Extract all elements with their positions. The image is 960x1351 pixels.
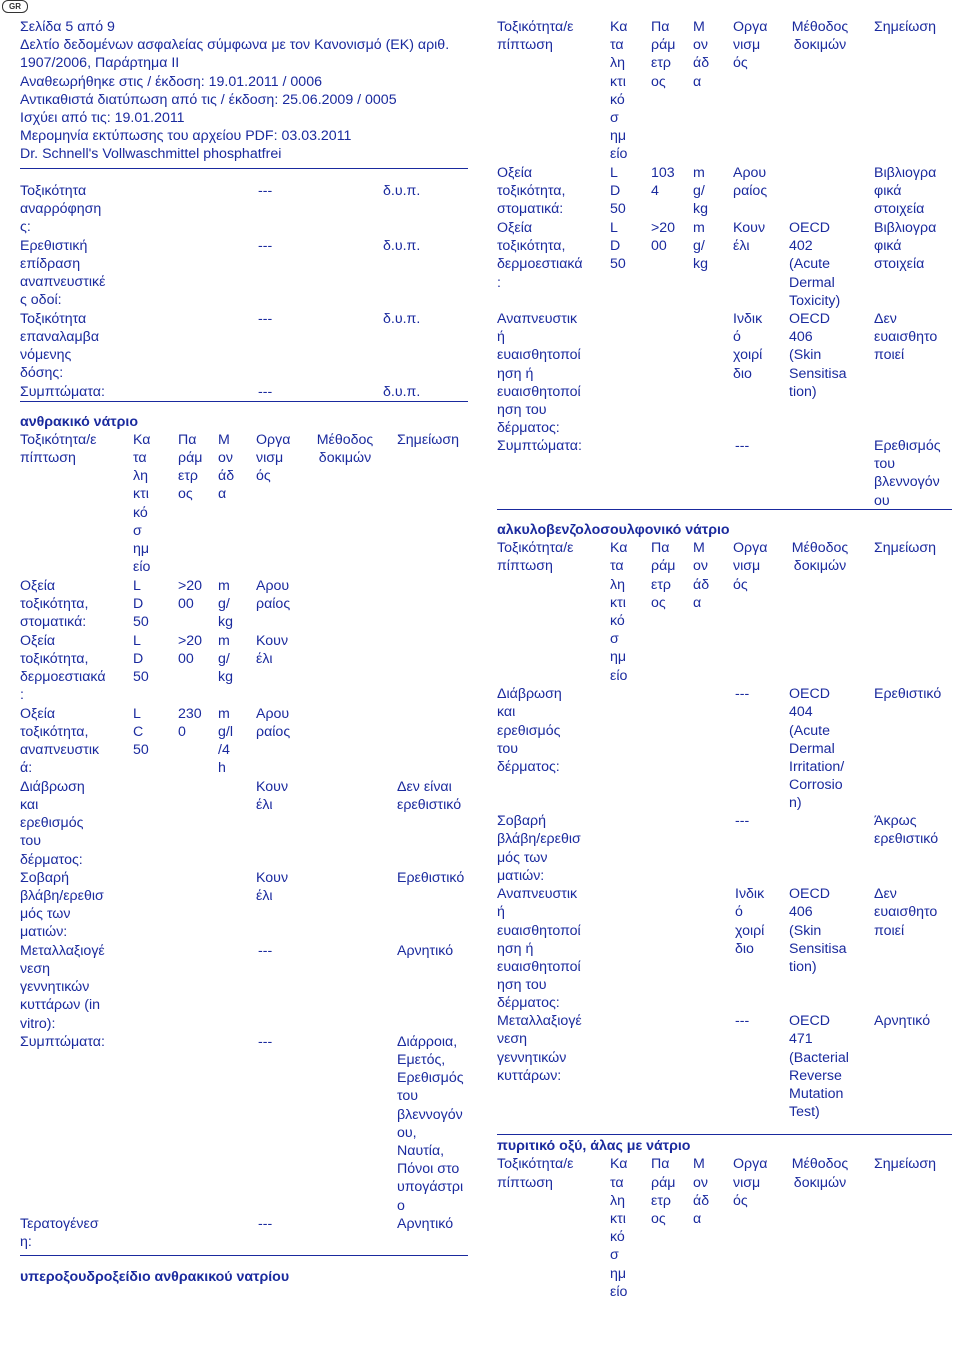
tox: Οξεία τοξικότητα, αναπνευστικ ά: <box>20 705 100 777</box>
param: >20 00 <box>651 220 676 255</box>
table-row <box>497 812 952 885</box>
type: L D 50 <box>133 632 149 686</box>
label: Συμπτώματα: <box>20 383 105 400</box>
value: δ.υ.π. <box>383 310 421 327</box>
document-header <box>20 0 468 164</box>
header-type: Κα τα λη κτι κό σ ημ είο <box>610 540 628 684</box>
pyro-table-header <box>497 1155 952 1301</box>
tox: Μεταλλαξιογέ νεση γεννητικών κυττάρων (in vitro): <box>20 942 105 1032</box>
param: >20 00 <box>178 577 203 613</box>
header-toxicity: Τοξικότητα/ε πίπτωση <box>497 19 574 54</box>
method: OECD 406 (Skin Sensitisa tion) <box>789 311 847 400</box>
tox: Αναπνευστικ ή ευαισθητοποί ηση ή ευαισθητοποί ηση του δέρματος: <box>497 311 581 437</box>
header-unit: Μ ον άδ α <box>693 19 710 90</box>
label: Τοξικότητα αναρρόφηση ς: <box>20 182 102 236</box>
dash: --- <box>258 1033 273 1050</box>
organism: Αρου ραίος <box>256 577 291 613</box>
header-organism: Οργα νισμ ός <box>733 19 768 72</box>
product-name: Dr. Schnell's Vollwaschmittel phosphatfrei <box>20 146 282 163</box>
value: δ.υ.π. <box>383 237 421 254</box>
value: Διάρροια, Εμετός, Ερεθισμός του βλεννογόν ου, Ναυτία, Πόνοι στο υπογάστρι ο <box>397 1033 464 1214</box>
header-toxicity: Τοξικότητα/ε πίπτωση <box>497 1156 574 1191</box>
header-method: Μέθοδος δοκιμών <box>791 540 849 575</box>
table-row <box>497 685 952 812</box>
label: Ερεθιστική επίδραση αναπνευστικέ ς οδοί: <box>20 237 106 309</box>
value: Αρνητικό <box>397 1215 454 1232</box>
method: OECD 406 (Skin Sensitisa tion) <box>789 886 847 976</box>
method: --- <box>258 942 273 959</box>
header-type: Κα τα λη κτι κό σ ημ είο <box>610 19 628 163</box>
table-row <box>20 869 468 942</box>
carbonate-table-header <box>20 431 468 577</box>
header-organism: Οργα νισμ ός <box>733 1156 768 1209</box>
note: Άκρως ερεθιστικό <box>874 813 939 848</box>
note: Βιβλιογρα φικά στοιχεία <box>874 220 937 273</box>
header-method: Μέθοδος δοκιμών <box>791 19 849 54</box>
table-row <box>20 577 468 632</box>
label: Τοξικότητα επαναλαμβα νόμενης δόσης: <box>20 310 100 382</box>
dash: --- <box>258 383 273 400</box>
label: Τερατογένεσ η: <box>20 1215 99 1251</box>
left-column <box>20 0 468 1286</box>
note: Ερεθιστικό <box>397 869 465 886</box>
tox: Οξεία τοξικότητα, στοματικά: <box>20 577 89 631</box>
print-date-line: Μερομηνία εκτύπωσης του αρχείου PDF: 03.03.2011 <box>20 128 352 145</box>
page-number: Σελίδα 5 από 9 <box>20 19 115 35</box>
header-toxicity: Τοξικότητα/ε πίπτωση <box>497 540 574 575</box>
method: OECD 404 (Acute Dermal Irritation/ Corrosio n) <box>789 686 845 812</box>
organism: Αρου ραίος <box>733 165 768 200</box>
header-param: Πα ράμ ετρ ος <box>651 540 676 611</box>
header-organism: Οργα νισμ ός <box>256 431 291 485</box>
table-row <box>497 164 952 219</box>
header-type: Κα τα λη κτι κό σ ημ είο <box>133 431 151 576</box>
peroxo-title: υπεροξουδροξείδιο ανθρακικού νατρίου <box>20 1268 290 1285</box>
tox: Αναπνευστικ ή ευαισθητοποί ηση ή ευαισθητοποί ηση του δέρματος: <box>497 886 581 1012</box>
method: OECD 471 (Bacterial Reverse Mutation Test) <box>789 1013 849 1121</box>
carbonate-symptoms-row <box>20 1033 468 1215</box>
unit: m g/l /4 h <box>218 705 233 777</box>
dash: --- <box>735 438 750 454</box>
regulation-line: Δελτίο δεδομένων ασφαλείας σύμφωνα με τον Κανονισμό (ΕΚ) αριθ. 1907/2006, Παράρτημα ΙΙ <box>20 37 450 72</box>
organism: Κουν έλι <box>256 778 289 814</box>
header-unit: Μ ον άδ α <box>218 431 235 503</box>
header-type: Κα τα λη κτι κό σ ημ είο <box>610 1156 628 1300</box>
tox: Διάβρωση και ερεθισμός του δέρματος: <box>20 778 85 868</box>
valid-from-line: Ισχύει από τις: 19.01.2011 <box>20 110 185 127</box>
organism: Κουν έλι <box>733 220 766 255</box>
tox: Μεταλλαξιογέ νεση γεννητικών κυττάρων: <box>497 1013 582 1084</box>
dash: --- <box>258 310 273 327</box>
dash: --- <box>258 182 273 199</box>
unit: m g/ kg <box>218 577 233 631</box>
organism: Κουν έλι <box>256 632 289 668</box>
note: Ερεθιστικό <box>874 686 942 703</box>
param: 103 4 <box>651 165 675 200</box>
type: L D 50 <box>610 165 626 218</box>
aspiration-row <box>20 182 468 237</box>
tox: Σοβαρή βλάβη/ερεθισ μός των ματιών: <box>497 813 581 884</box>
organism: --- <box>735 813 750 830</box>
note: Δεν είναι ερεθιστικό <box>397 778 462 814</box>
gr-badge: GR <box>2 0 28 13</box>
unit: m g/ kg <box>218 632 233 686</box>
header-param: Πα ράμ ετρ ος <box>178 431 203 503</box>
table-row <box>20 632 468 705</box>
value: δ.υ.π. <box>383 383 421 400</box>
sulfonate-title: αλκυλοβενζολοσουλφονικό νάτριο <box>497 522 730 538</box>
header-organism: Οργα νισμ ός <box>733 540 768 593</box>
type: L D 50 <box>610 220 626 273</box>
unit: m g/ kg <box>693 220 708 273</box>
header-toxicity: Τοξικότητα/ε πίπτωση <box>20 431 97 467</box>
header-unit: Μ ον άδ α <box>693 540 710 611</box>
header-param: Πα ράμ ετρ ος <box>651 1156 676 1228</box>
header-param: Πα ράμ ετρ ος <box>651 19 676 90</box>
right-column <box>497 0 952 1301</box>
carbonate-title: ανθρακικό νάτριο <box>20 413 139 430</box>
organism: Κουν έλι <box>256 869 289 905</box>
method: OECD 402 (Acute Dermal Toxicity) <box>789 220 841 309</box>
organism: --- <box>735 686 750 703</box>
table-row <box>497 219 952 310</box>
table-row <box>20 942 468 1033</box>
note: Δεν ευαισθητο ποιεί <box>874 886 938 939</box>
header-note: Σημείωση <box>397 431 460 448</box>
note: Αρνητικό <box>397 942 454 959</box>
type: L D 50 <box>133 577 149 631</box>
respiratory-irritation-row <box>20 237 468 310</box>
value: δ.υ.π. <box>383 182 421 199</box>
note: Δεν ευαισθητο ποιεί <box>874 311 938 364</box>
tox: Οξεία τοξικότητα, στοματικά: <box>497 165 566 218</box>
header-note: Σημείωση <box>874 1156 937 1173</box>
label: Συμπτώματα: <box>497 438 582 454</box>
organism: Ινδικ ό χοιρί διο <box>733 311 763 382</box>
param: >20 00 <box>178 632 203 668</box>
header-unit: Μ ον άδ α <box>693 1156 710 1228</box>
repeated-dose-row <box>20 310 468 383</box>
tox: Οξεία τοξικότητα, δερμοεστιακά : <box>497 220 583 291</box>
symptoms-row <box>20 383 468 401</box>
table-row <box>497 885 952 1012</box>
sulfonate-table-header <box>497 539 952 685</box>
tox: Οξεία τοξικότητα, δερμοεστιακά : <box>20 632 106 704</box>
header-method: Μέθοδος δοκιμών <box>791 1156 849 1191</box>
header-method: Μέθοδος δοκιμών <box>316 431 374 467</box>
unit: m g/ kg <box>693 165 708 218</box>
tox: Σοβαρή βλάβη/ερεθισ μός των ματιών: <box>20 869 104 941</box>
value: Ερεθισμός του βλεννογόν ου <box>874 438 941 509</box>
pyro-title: πυριτικό οξύ, άλας με νάτριο <box>497 1138 691 1155</box>
table-row <box>497 310 952 437</box>
header-note: Σημείωση <box>874 540 937 557</box>
header-note: Σημείωση <box>874 19 937 35</box>
tox: Διάβρωση και ερεθισμός του δέρματος: <box>497 686 562 776</box>
param: 230 0 <box>178 705 202 741</box>
note: Αρνητικό <box>874 1013 931 1030</box>
dash: --- <box>258 237 273 254</box>
header-rule <box>20 168 468 169</box>
table-row <box>497 1012 952 1134</box>
type: L C 50 <box>133 705 149 759</box>
label: Συμπτώματα: <box>20 1033 105 1050</box>
replaces-line: Αντικαθιστά διατύπωση από τις / έκδοση: 25.06.2009 / 0005 <box>20 91 397 108</box>
organism: --- <box>735 1013 750 1030</box>
dash: --- <box>258 1215 273 1232</box>
teratogenic-row <box>20 1215 468 1255</box>
organism: Ινδικ ό χοιρί διο <box>735 886 765 957</box>
table-row <box>20 705 468 778</box>
revision-line: Αναθεωρήθηκε στις / έκδοση: 19.01.2011 / 0006 <box>20 73 322 90</box>
organism: Αρου ραίος <box>256 705 291 741</box>
peroxo-table-header <box>497 18 952 164</box>
table-row <box>20 778 468 869</box>
peroxo-symptoms-row <box>497 437 952 509</box>
note: Βιβλιογρα φικά στοιχεία <box>874 165 937 218</box>
